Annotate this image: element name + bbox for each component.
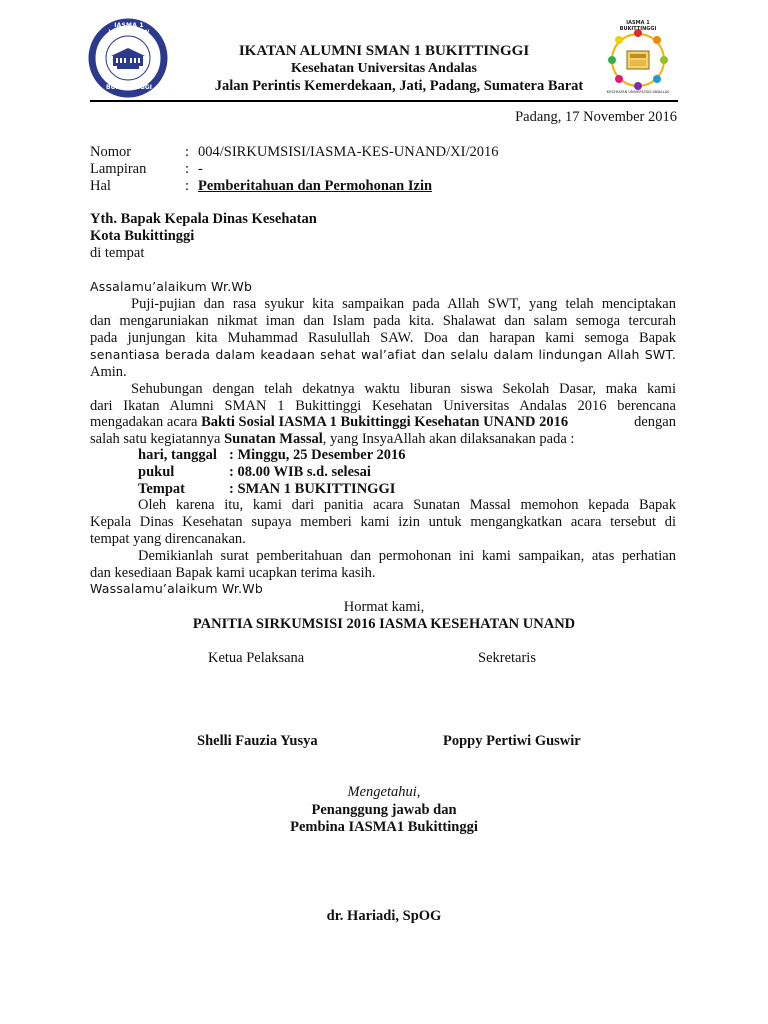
meta-nomor-sep: : (185, 144, 190, 160)
hormat-kami: Hormat kami, (343, 599, 425, 615)
mengetahui: Mengetahui, (347, 784, 421, 800)
committee-name: PANITIA SIRKUMSISI 2016 IASMA KESEHATAN UNAND (192, 616, 576, 632)
para1-line-4: senantiasa berada dalam keadaan sehat wal’afiat dan selalu dalam lindungan Allah SWT. (90, 347, 676, 362)
schedule-time-label: pukul (138, 464, 175, 480)
para3-line-3: tempat yang direncanakan. (90, 531, 246, 547)
para3-line-1: Oleh karena itu, kami dari panitia acara Sunatan Massal memohon kepada Bapak (138, 497, 676, 513)
meta-nomor-value: 004/SIRKUMSISI/IASMA-KES-UNAND/XI/2016 (198, 144, 499, 160)
penanggung-jawab-line-2: Pembina IASMA1 Bukittinggi (290, 819, 478, 835)
penanggung-jawab-line-1: Penanggung jawab dan (311, 802, 457, 818)
schedule-place-label: Tempat (138, 481, 185, 497)
org-address: Jalan Perintis Kemerdekaan, Jati, Padang, Sumatera Barat (214, 78, 584, 94)
para1-line-5: Amin. (90, 364, 127, 380)
schedule-time-value: : 08.00 WIB s.d. selesai (229, 464, 371, 480)
left-logo-top-text: IASMA 1 LANDBOUW (108, 22, 150, 36)
right-logo-bottom-text: KESEHATAN UNIVERSITAS ANDALAS (606, 90, 670, 94)
right-role: Sekretaris (478, 650, 536, 666)
para2-line-4 (90, 431, 574, 447)
meta-nomor-label: Nomor (90, 144, 132, 160)
para4-line-1: Demikianlah surat pemberitahuan dan permohonan ini kami sampaikan, atas perhatian (138, 548, 676, 564)
greeting: Assalamu’alaikum Wr.Wb (90, 279, 253, 294)
meta-lampiran-value: - (198, 161, 203, 177)
header-rule (90, 100, 678, 102)
para2-line-4-post: , yang InsyaAllah akan dilaksanakan pada : (322, 431, 575, 447)
activity-name: Sunatan Massal (224, 431, 323, 447)
schedule-day-value: : Minggu, 25 Desember 2016 (229, 447, 406, 463)
left-logo-bottom-text: BUKIT TINGGI (106, 84, 152, 91)
meta-hal-value: Pemberitahuan dan Permohonan Izin (198, 178, 433, 194)
para3-line-2: Kepala Dinas Kesehatan supaya memberi kami izin untuk mengangkatkan acara tersebut di (90, 514, 676, 530)
right-logo-top-text: IASMA 1 BUKITTINGGI (619, 20, 657, 32)
para1-line-2: dan mengaruniakan nikmat iman dan Islam pada kita. Shalawat dan salam semoga tercurah (90, 313, 676, 329)
meta-hal-label: Hal (90, 178, 111, 194)
para1-line-1: Puji-pujian dan rasa syukur kita sampaikan pada Allah SWT, yang telah menciptakan (131, 296, 676, 312)
para2-line-1: Sehubungan dengan telah dekatnya waktu liburan siswa Sekolah Dasar, maka kami (131, 381, 676, 397)
para2-line-2: dari Ikatan Alumni SMAN 1 Bukittinggi Kesehatan Universitas Andalas 2016 berencana (90, 398, 676, 414)
meta-lampiran-sep: : (185, 161, 190, 177)
para1-line-3: pada junjungan kita Muhammad Rasulullah SAW. Doa dan harapan kami semoga Bapak (90, 330, 676, 346)
pembina-name: dr. Hariadi, SpOG (326, 908, 442, 924)
recipient-line-2: Kota Bukittinggi (90, 228, 195, 244)
right-signatory-name: Poppy Pertiwi Guswir (443, 733, 581, 749)
para2-line-3-post: dengan (634, 414, 676, 430)
org-name: IKATAN ALUMNI SMAN 1 BUKITTINGGI (238, 43, 530, 59)
para2-line-4-pre: salah satu kegiatannya (90, 431, 221, 447)
closing: Wassalamu’alaikum Wr.Wb (90, 581, 263, 596)
org-subname: Kesehatan Universitas Andalas (291, 61, 477, 76)
para2-line-3-pre: mengadakan acara (90, 414, 198, 430)
para4-line-2: dan kesediaan Bapak kami ucapkan terima kasih. (90, 565, 376, 581)
meta-lampiran-label: Lampiran (90, 161, 147, 177)
date-line: Padang, 17 November 2016 (515, 109, 677, 125)
recipient-line-3: di tempat (90, 245, 145, 261)
meta-hal-sep: : (185, 178, 190, 194)
recipient-line-1: Yth. Bapak Kepala Dinas Kesehatan (90, 211, 317, 227)
event-name: Bakti Sosial IASMA 1 Bukittinggi Kesehatan UNAND 2016 (201, 414, 569, 430)
schedule-place-value: : SMAN 1 BUKITTINGGI (229, 481, 396, 497)
schedule-day-label: hari, tanggal (138, 447, 217, 463)
para2-line-3 (90, 414, 676, 430)
left-signatory-name: Shelli Fauzia Yusya (197, 733, 318, 749)
left-role: Ketua Pelaksana (208, 650, 305, 666)
